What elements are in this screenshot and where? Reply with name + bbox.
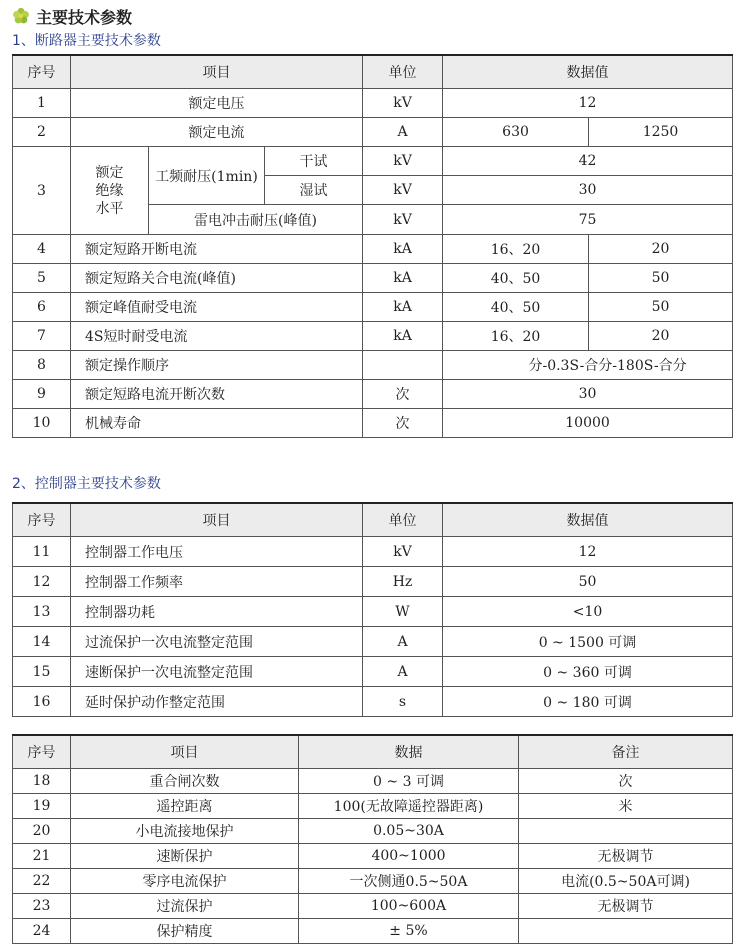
row-data: 一次侧通0.5~50A: [299, 869, 519, 894]
header-item: 项目: [71, 503, 363, 537]
table-row: [13, 844, 733, 869]
row-value: <10: [443, 597, 733, 627]
row-value-a: 40、50: [443, 293, 589, 322]
row-item: 4S短时耐受电流: [71, 322, 363, 351]
row-no: 2: [13, 118, 71, 147]
row-unit: kA: [363, 235, 443, 264]
row-value-a: 16、20: [443, 235, 589, 264]
row-note: [519, 919, 733, 944]
row-no: 11: [13, 537, 71, 567]
row-no: 23: [13, 894, 71, 919]
row-value: 分-0.3S-合分-180S-合分: [443, 351, 733, 380]
row-no: 14: [13, 627, 71, 657]
row-item: 保护精度: [71, 919, 299, 944]
row-data: 0 ~ 3 可调: [299, 769, 519, 794]
row-no: 8: [13, 351, 71, 380]
table-row: [13, 597, 733, 627]
row-data: 0.05~30A: [299, 819, 519, 844]
row-item: 额定短路电流开断次数: [71, 380, 363, 409]
table-row: [13, 657, 733, 687]
row-item: 过流保护一次电流整定范围: [71, 627, 363, 657]
table-row: [13, 264, 733, 293]
table-row: [13, 235, 733, 264]
row-no: 21: [13, 844, 71, 869]
row-value: 12: [443, 89, 733, 118]
table-row: [13, 794, 733, 819]
row-no: 4: [13, 235, 71, 264]
header-no: 序号: [13, 55, 71, 89]
row-unit: A: [363, 657, 443, 687]
row-item: 额定操作顺序: [71, 351, 363, 380]
flower-icon: [12, 7, 30, 25]
row-item: 额定短路开断电流: [71, 235, 363, 264]
row-no: 22: [13, 869, 71, 894]
row-no: 24: [13, 919, 71, 944]
table-row: [13, 351, 733, 380]
row-no: 20: [13, 819, 71, 844]
row-value: 0 ~ 180 可调: [443, 687, 733, 717]
row-note: [519, 819, 733, 844]
protection-table: [12, 734, 733, 944]
row-item: 小电流接地保护: [71, 819, 299, 844]
row-note: 电流(0.5~50A可调): [519, 869, 733, 894]
row-no: 12: [13, 567, 71, 597]
table-row: [13, 147, 733, 176]
row-no: 7: [13, 322, 71, 351]
row-unit: kA: [363, 322, 443, 351]
row-note: 无极调节: [519, 844, 733, 869]
table-row: [13, 89, 733, 118]
header-no: 序号: [13, 735, 71, 769]
row-item: 机械寿命: [71, 409, 363, 438]
row-value: 0 ~ 1500 可调: [443, 627, 733, 657]
row-unit: Hz: [363, 567, 443, 597]
dry-test-label: 干试: [265, 147, 363, 176]
row-item: 零序电流保护: [71, 869, 299, 894]
row-unit: kV: [363, 176, 443, 205]
breaker-table: [12, 54, 733, 438]
row-unit: kV: [363, 205, 443, 235]
row-no: 18: [13, 769, 71, 794]
row-unit: A: [363, 118, 443, 147]
table-row: [13, 919, 733, 944]
wet-test-label: 湿试: [265, 176, 363, 205]
row-unit: kV: [363, 89, 443, 118]
row-data: 100~600A: [299, 894, 519, 919]
row-data: 400~1000: [299, 844, 519, 869]
header-value: 数据值: [443, 503, 733, 537]
row-value: 12: [443, 537, 733, 567]
row-unit: kA: [363, 264, 443, 293]
row-value-b: 20: [589, 235, 733, 264]
header-no: 序号: [13, 503, 71, 537]
row-value-a: 16、20: [443, 322, 589, 351]
section1-title: 1、断路器主要技术参数: [12, 33, 161, 49]
controller-table: [12, 502, 733, 717]
row-data: 100(无故障遥控器距离): [299, 794, 519, 819]
power-frequency-label: 工频耐压(1min): [149, 147, 265, 205]
table-row: [13, 409, 733, 438]
row-item: 额定电流: [71, 118, 363, 147]
row-value-1250: 1250: [589, 118, 733, 147]
table-row: [13, 687, 733, 717]
dry-test-value: 42: [443, 147, 733, 176]
row-note: 无极调节: [519, 894, 733, 919]
row-value: 0 ~ 360 可调: [443, 657, 733, 687]
table-row: [13, 380, 733, 409]
row-unit: A: [363, 627, 443, 657]
heading-text: 主要技术参数: [36, 7, 133, 27]
row-item: 额定电压: [71, 89, 363, 118]
lightning-value: 75: [443, 205, 733, 235]
row-unit: 次: [363, 380, 443, 409]
page-heading: [12, 4, 132, 28]
row-value-b: 50: [589, 293, 733, 322]
table-row: [13, 322, 733, 351]
row-no: 1: [13, 89, 71, 118]
row-item: 速断保护: [71, 844, 299, 869]
row-item: 速断保护一次电流整定范围: [71, 657, 363, 687]
row-item: 过流保护: [71, 894, 299, 919]
row-no: 9: [13, 380, 71, 409]
row-value: 10000: [443, 409, 733, 438]
row-unit: s: [363, 687, 443, 717]
row-value: 30: [443, 380, 733, 409]
header-unit: 单位: [363, 503, 443, 537]
table-row: [13, 769, 733, 794]
table-row: [13, 118, 733, 147]
row-note: 次: [519, 769, 733, 794]
header-data: 数据: [299, 735, 519, 769]
row-no: 5: [13, 264, 71, 293]
table-row: [13, 894, 733, 919]
table-row: [13, 537, 733, 567]
row-value: 50: [443, 567, 733, 597]
header-unit: 单位: [363, 55, 443, 89]
row-item: 控制器功耗: [71, 597, 363, 627]
row-item: 延时保护动作整定范围: [71, 687, 363, 717]
row-no: 3: [13, 147, 71, 235]
row-note: 米: [519, 794, 733, 819]
row-unit: [363, 351, 443, 380]
table-row: [13, 869, 733, 894]
row-item: 控制器工作频率: [71, 567, 363, 597]
row-no: 13: [13, 597, 71, 627]
row-item: 遥控距离: [71, 794, 299, 819]
row-unit: kV: [363, 537, 443, 567]
row-unit: kA: [363, 293, 443, 322]
row-no: 10: [13, 409, 71, 438]
row-value-b: 20: [589, 322, 733, 351]
table-row: [13, 567, 733, 597]
header-item: 项目: [71, 735, 299, 769]
row-value-630: 630: [443, 118, 589, 147]
header-note: 备注: [519, 735, 733, 769]
row-no: 15: [13, 657, 71, 687]
header-value: 数据值: [443, 55, 733, 89]
header-item: 项目: [71, 55, 363, 89]
row-unit: 次: [363, 409, 443, 438]
row-no: 16: [13, 687, 71, 717]
row-unit: kV: [363, 147, 443, 176]
table-row: [13, 293, 733, 322]
row-no: 6: [13, 293, 71, 322]
row-item: 额定短路关合电流(峰值): [71, 264, 363, 293]
table-row: [13, 819, 733, 844]
row-item: 控制器工作电压: [71, 537, 363, 567]
row-item: 额定峰值耐受电流: [71, 293, 363, 322]
insulation-group-label: 额定绝缘水平: [71, 147, 149, 235]
row-value-b: 50: [589, 264, 733, 293]
section2-title: 2、控制器主要技术参数: [12, 476, 161, 492]
lightning-label: 雷电冲击耐压(峰值): [149, 205, 363, 235]
row-data: ± 5%: [299, 919, 519, 944]
wet-test-value: 30: [443, 176, 733, 205]
table-row: [13, 627, 733, 657]
row-no: 19: [13, 794, 71, 819]
row-item: 重合闸次数: [71, 769, 299, 794]
row-value-a: 40、50: [443, 264, 589, 293]
row-unit: W: [363, 597, 443, 627]
